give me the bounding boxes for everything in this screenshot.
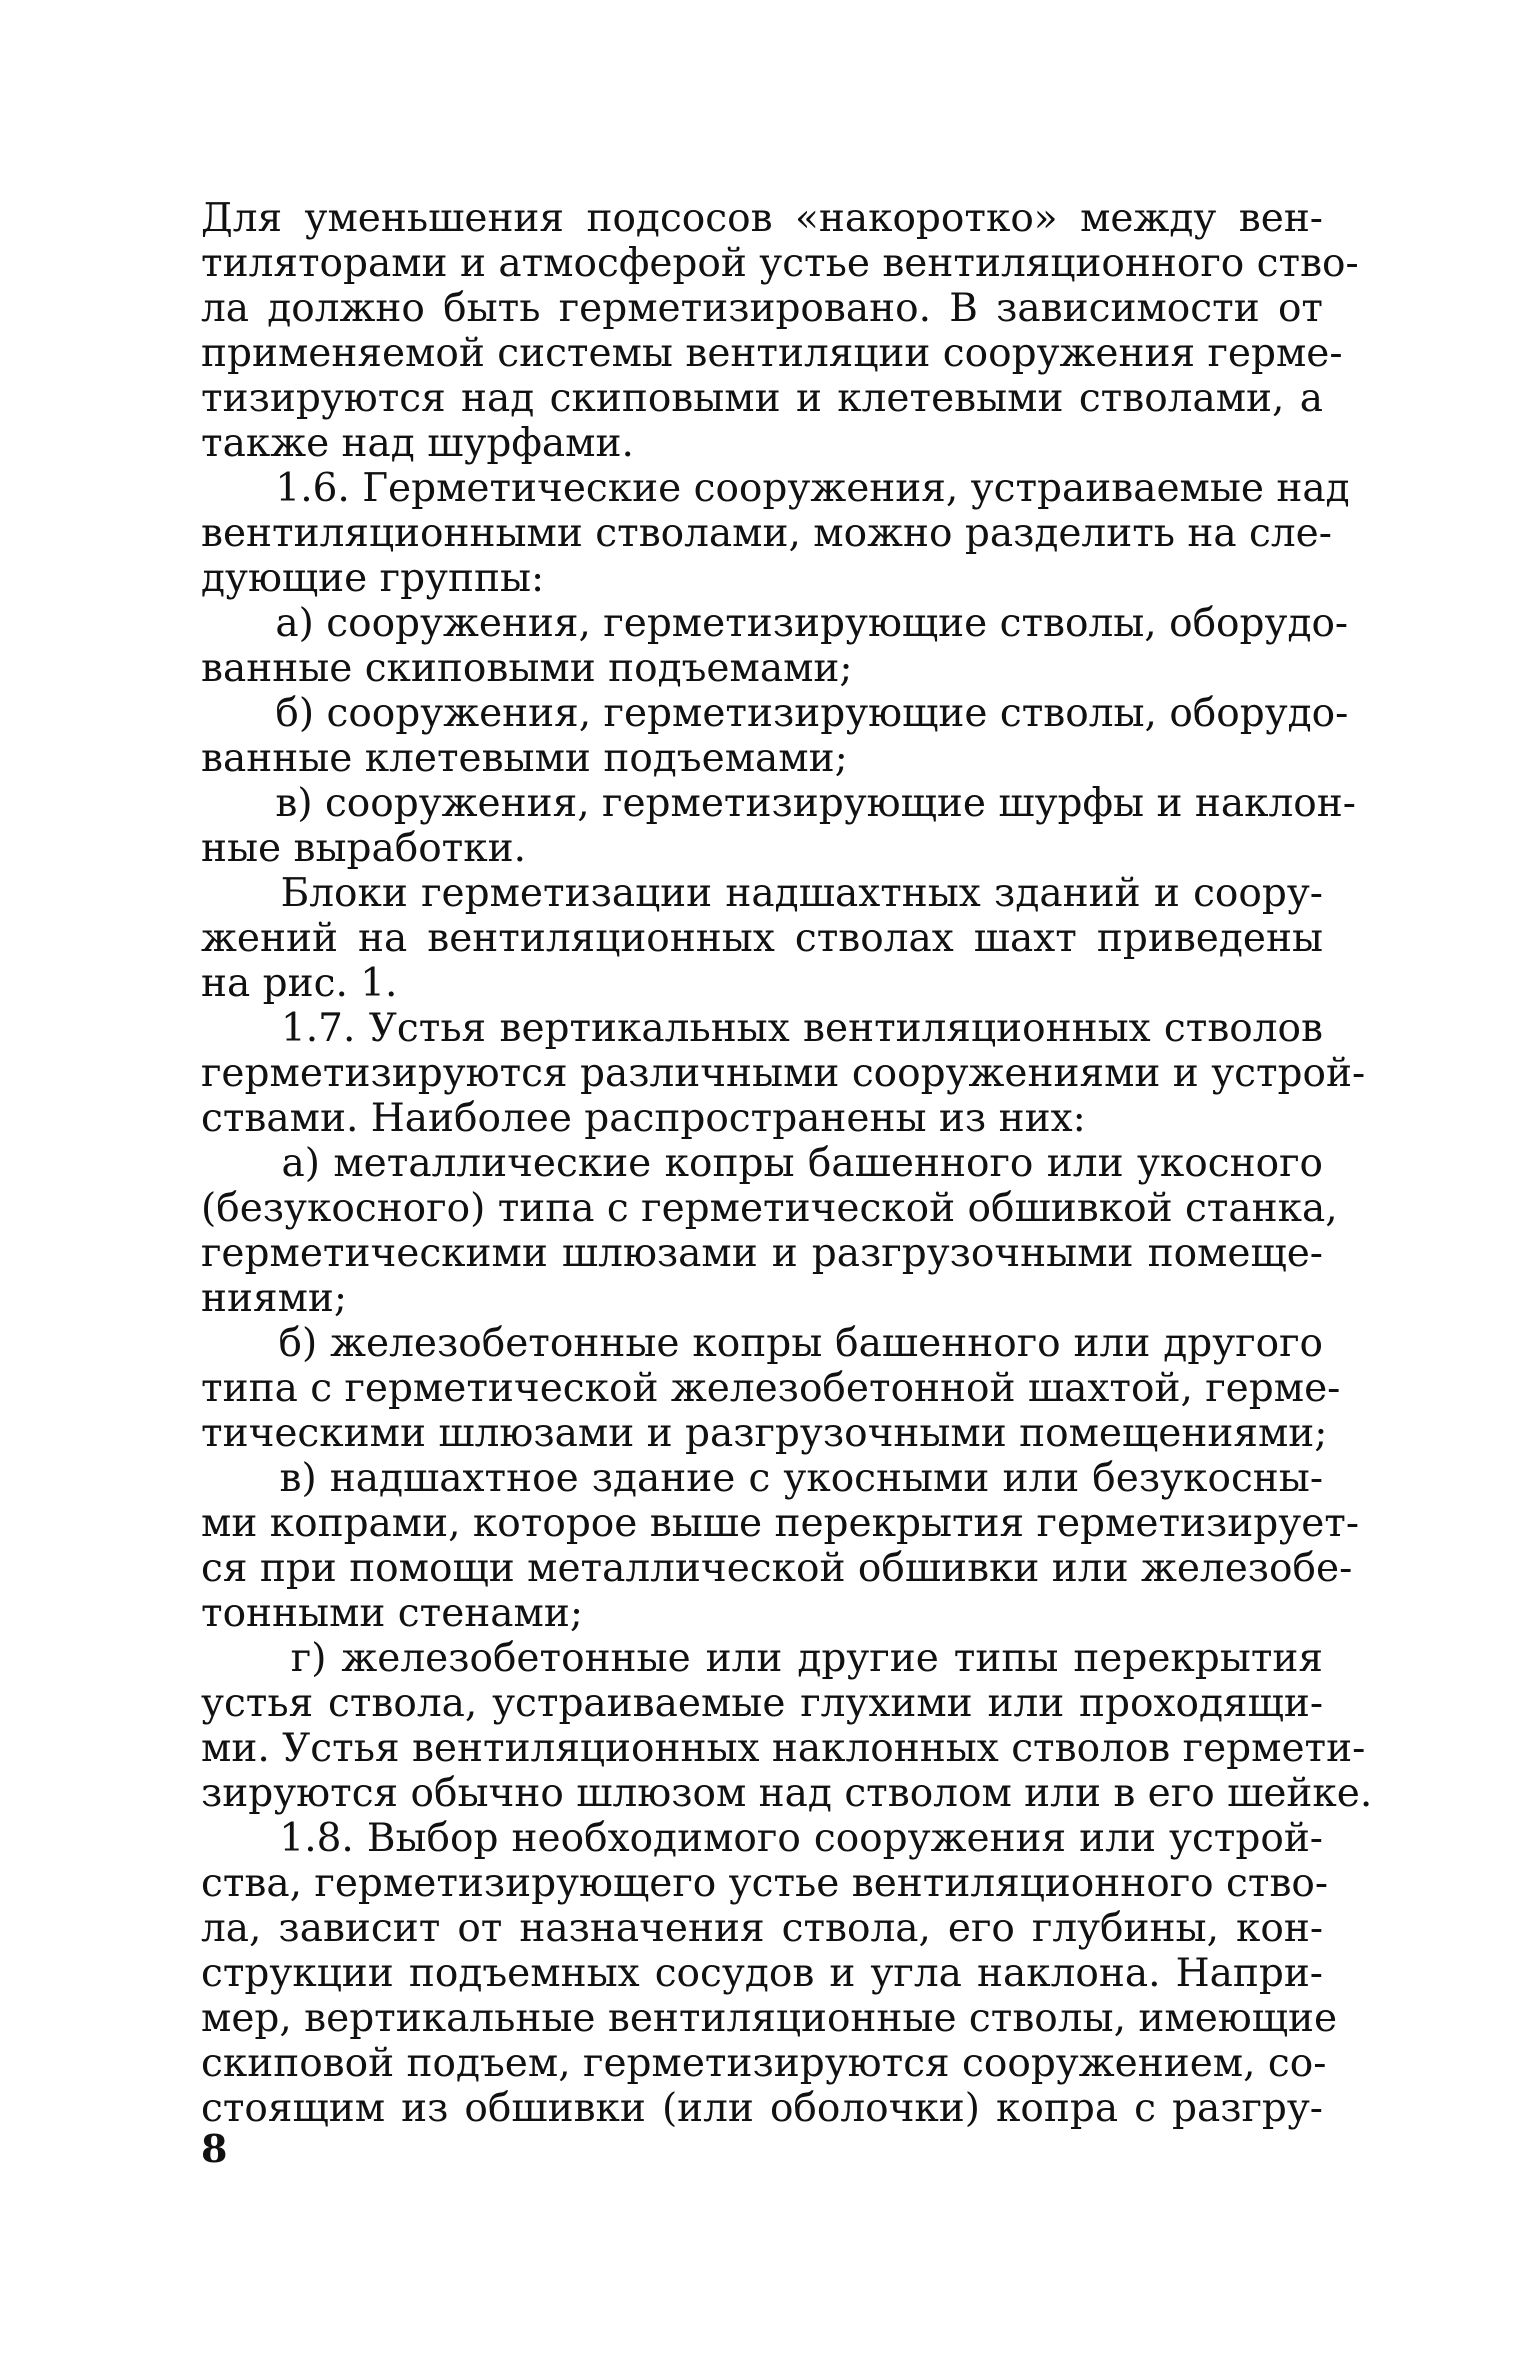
text-line: также над шурфами. bbox=[201, 421, 634, 466]
text-line: ми. Устья вентиляционных наклонных стволов гермети- bbox=[201, 1726, 1366, 1771]
text-line: а) сооружения, герметизирующие стволы, оборудо- bbox=[201, 601, 1349, 646]
text-line: ми копрами, которое выше перекрытия герметизирует- bbox=[201, 1501, 1360, 1546]
text-line: тическими шлюзами и разгрузочными помещениями; bbox=[201, 1411, 1328, 1456]
text-line: ниями; bbox=[201, 1276, 348, 1321]
text-line: на рис. 1. bbox=[201, 961, 398, 1006]
text-line: стоящим из обшивки (или оболочки) копра с разгру- bbox=[201, 2086, 1323, 2131]
text-line: в) надшахтное здание с укосными или безукосны- bbox=[201, 1456, 1323, 1501]
text-line: в) сооружения, герметизирующие шурфы и наклон- bbox=[201, 781, 1356, 826]
text-line: ванные скиповыми подъемами; bbox=[201, 646, 853, 691]
text-line: мер, вертикальные вентиляционные стволы, имеющие bbox=[201, 1996, 1338, 2041]
text-line: тонными стенами; bbox=[201, 1591, 584, 1636]
text-line: г) железобетонные или другие типы перекрытия bbox=[201, 1636, 1323, 1681]
text-line: ства, герметизирующего устье вентиляционного ство- bbox=[201, 1861, 1329, 1906]
text-line: применяемой системы вентиляции сооружения герме- bbox=[201, 331, 1343, 376]
text-line: устья ствола, устраиваемые глухими или проходящи- bbox=[201, 1681, 1323, 1726]
page-number: 8 bbox=[201, 2126, 228, 2171]
text-line: ные выработки. bbox=[201, 826, 527, 871]
text-line: Для уменьшения подсосов «накоротко» между вен- bbox=[201, 196, 1323, 241]
text-line: скиповой подъем, герметизируются сооружением, со- bbox=[201, 2041, 1327, 2086]
text-line: Блоки герметизации надшахтных зданий и соору- bbox=[201, 871, 1323, 916]
text-line: зируются обычно шлюзом над стволом или в его шейке. bbox=[201, 1771, 1373, 1816]
text-line: вентиляционными стволами, можно разделить на сле- bbox=[201, 511, 1332, 556]
text-line: ла должно быть герметизировано. В зависимости от bbox=[201, 286, 1323, 331]
text-line: ла, зависит от назначения ствола, его глубины, кон- bbox=[201, 1906, 1323, 1951]
text-line: струкции подъемных сосудов и угла наклона. Напри- bbox=[201, 1951, 1323, 1996]
text-line: а) металлические копры башенного или укосного bbox=[201, 1141, 1323, 1186]
text-line: дующие группы: bbox=[201, 556, 545, 601]
text-line: 1.7. Устья вертикальных вентиляционных стволов bbox=[201, 1006, 1323, 1051]
text-line: герметизируются различными сооружениями и устрой- bbox=[201, 1051, 1366, 1096]
text-line: 1.6. Герметические сооружения, устраиваемые над bbox=[201, 466, 1350, 511]
text-line: ствами. Наиболее распространены из них: bbox=[201, 1096, 1086, 1141]
text-line: герметическими шлюзами и разгрузочными помеще- bbox=[201, 1231, 1323, 1276]
text-line: тизируются над скиповыми и клетевыми стволами, а bbox=[201, 376, 1323, 421]
text-line: (безукосного) типа с герметической обшивкой станка, bbox=[201, 1186, 1338, 1231]
text-line: тиляторами и атмосферой устье вентиляционного ство- bbox=[201, 241, 1359, 286]
text-line: б) железобетонные копры башенного или другого bbox=[201, 1321, 1323, 1366]
text-line: жений на вентиляционных стволах шахт приведены bbox=[201, 916, 1323, 961]
text-line: 1.8. Выбор необходимого сооружения или устрой- bbox=[201, 1816, 1323, 1861]
text-line: типа с герметической железобетонной шахтой, герме- bbox=[201, 1366, 1341, 1411]
text-line: б) сооружения, герметизирующие стволы, оборудо- bbox=[201, 691, 1349, 736]
text-line: ванные клетевыми подъемами; bbox=[201, 736, 848, 781]
text-line: ся при помощи металлической обшивки или железобе- bbox=[201, 1546, 1353, 1591]
